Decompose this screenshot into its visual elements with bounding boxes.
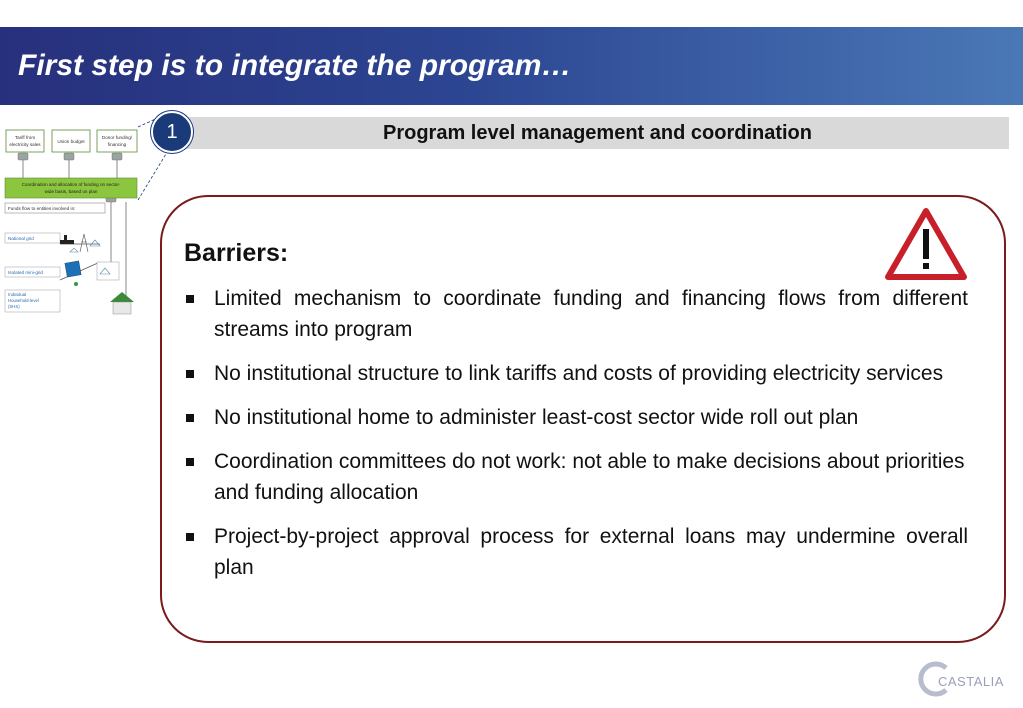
pylon-icon: [80, 234, 88, 252]
bullet-icon: [186, 414, 194, 422]
donor-label-1: Donor funding/: [101, 135, 133, 140]
coordination-box: [5, 178, 137, 198]
mini-grid-label: Isolated mini-grid: [8, 270, 43, 275]
household-label-3: (SHS): [8, 304, 20, 309]
barrier-text: Coordination committees do not work: not able to make decisions about priorities and funding allocation: [214, 450, 965, 504]
barriers-list: [184, 283, 968, 596]
barrier-text: Limited mechanism to coordinate funding and financing flows from different streams into program: [214, 287, 968, 341]
list-item: [184, 446, 968, 508]
coordination-label-1: Coordination and allocation of funding on sector-: [21, 182, 121, 187]
title-bar: [0, 27, 1023, 105]
household-label-2: Household-level: [8, 298, 39, 303]
funds-flow-label: Funds flow to entities involved in:: [8, 206, 76, 211]
barriers-heading: Barriers:: [184, 239, 289, 267]
tariff-box: [6, 130, 44, 152]
tariff-label-2: electricity sales: [9, 142, 41, 147]
bullet-icon: [186, 458, 194, 466]
barrier-text: No institutional structure to link tariffs and costs of providing electricity services: [214, 362, 944, 385]
section-heading: Program level management and coordination: [383, 122, 812, 144]
section-heading-bar: [186, 117, 1009, 149]
bullet-icon: [186, 295, 194, 303]
list-item: [184, 521, 968, 583]
funding-flow-diagram: [0, 112, 170, 322]
slide-title: First step is to integrate the program…: [18, 49, 572, 82]
warning-icon: [884, 207, 968, 281]
tariff-label-1: Tariff from: [14, 135, 36, 140]
union-budget-label: Union budget: [57, 139, 85, 144]
logo-text: CASTALIA: [938, 674, 1004, 689]
solar-home-icon: [110, 292, 134, 314]
bullet-icon: [186, 533, 194, 541]
bullet-icon: [186, 370, 194, 378]
list-item: [184, 402, 968, 433]
barriers-panel: [160, 195, 1006, 643]
donor-label-2: financing: [107, 142, 127, 147]
list-item: [184, 358, 968, 389]
step-number-badge: 1: [151, 111, 193, 153]
power-plant-icon: [60, 235, 74, 244]
barrier-text: No institutional home to administer least-cost sector wide roll out plan: [214, 406, 859, 429]
donor-box: [97, 130, 137, 152]
solar-panel-icon: [65, 261, 81, 286]
castalia-logo: [916, 660, 1011, 698]
national-grid-label: National grid: [8, 236, 34, 241]
household-label-1: Individual: [8, 292, 27, 297]
barrier-text: Project-by-project approval process for external loans may undermine overall plan: [214, 525, 968, 579]
coordination-label-2: wide basis, based on plan: [44, 189, 98, 194]
list-item: [184, 283, 968, 345]
